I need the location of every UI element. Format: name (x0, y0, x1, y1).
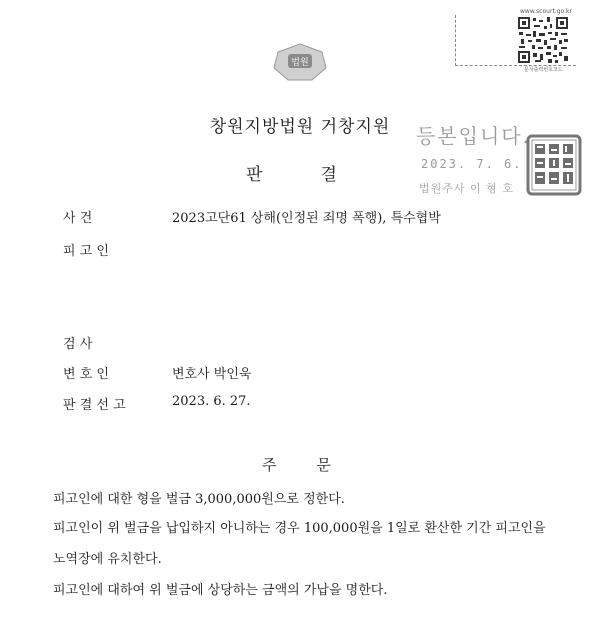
court-emblem (272, 42, 328, 82)
emblem-label: 법원 (291, 58, 309, 68)
order-heading-left: 주 (262, 456, 277, 474)
stamp-clerk: 법원주사 이 형 호 (419, 182, 514, 195)
field-case-label: 사 건 (63, 211, 93, 226)
stamp-date: 2023. 7. 6. (421, 157, 523, 171)
court-emblem-icon (272, 42, 328, 82)
qr-url: www.scourt.go.kr (520, 8, 572, 15)
field-counsel-value: 변호사 박인욱 (172, 367, 252, 382)
official-seal-icon (526, 134, 582, 196)
order-paragraph: 피고인이 위 벌금을 납입하지 아니하는 경우 100,000원을 1일로 환산한 기간 피고인을 (53, 521, 546, 536)
order-paragraph: 노역장에 유치한다. (53, 552, 162, 567)
title-left: 판 (246, 165, 263, 185)
court-name: 창원지방법원 거창지원 (209, 117, 391, 137)
order-paragraph: 피고인에 대한 형을 벌금 3,000,000원으로 정한다. (53, 492, 345, 507)
field-counsel-label: 변 호 인 (63, 367, 109, 382)
qr-caption: 문서출력번호코드 (524, 67, 563, 73)
field-sentencing-date-label: 판 결 선 고 (63, 398, 126, 413)
qr-code-icon (517, 16, 569, 64)
document-title (246, 160, 337, 185)
certified-copy-stamp: 등본입니다. (416, 124, 531, 148)
field-defendant-label: 피 고 인 (63, 244, 109, 259)
order-heading-right: 문 (316, 456, 331, 474)
field-sentencing-date-value: 2023. 6. 27. (172, 394, 251, 409)
field-prosecutor-label: 검 사 (63, 337, 93, 352)
order-paragraph: 피고인에 대하여 위 벌금에 상당하는 금액의 가납을 명한다. (53, 583, 388, 598)
field-case-value: 2023고단61 상해(인정된 죄명 폭행), 특수협박 (172, 211, 441, 226)
title-right: 결 (320, 165, 337, 185)
order-heading (262, 454, 331, 475)
